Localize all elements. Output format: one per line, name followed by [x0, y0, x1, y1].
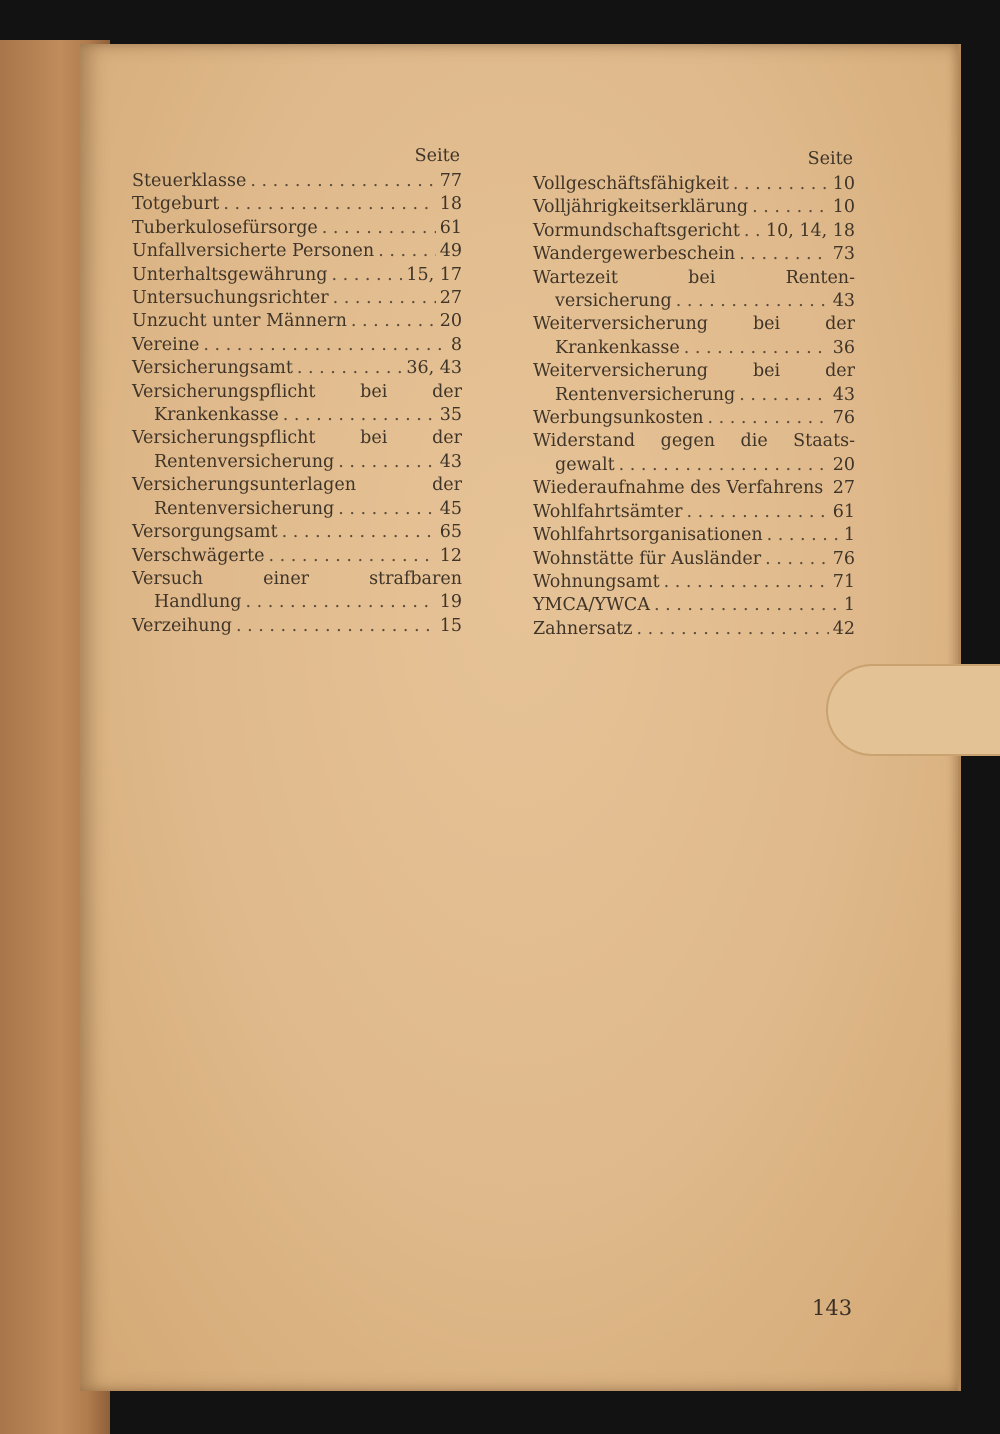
index-entry-continuation: Krankenkasse — [154, 405, 279, 426]
index-entry — [132, 287, 462, 310]
page-tab-cutout — [826, 664, 1000, 756]
index-entry-page: 42 — [832, 618, 855, 639]
index-entry-term: Vereine — [132, 334, 200, 355]
dot-leader — [676, 290, 829, 313]
index-entry-term: Vollgeschäftsfähigkeit — [533, 174, 729, 194]
index-entry-continuation: gewalt — [555, 454, 615, 475]
index-entry — [533, 173, 855, 196]
index-entry-continuation: Rentenversicherung — [154, 498, 335, 519]
index-entry — [533, 313, 855, 360]
index-entry-term: Versicherungsunterlagen der — [132, 475, 462, 496]
dot-leader — [765, 548, 829, 571]
index-entry-term: Versicherungspflicht bei der — [132, 381, 462, 402]
index-entry-term: Wohnstätte für Ausländer — [533, 548, 762, 569]
dot-leader — [338, 451, 436, 474]
index-entry-page: 20 — [832, 454, 855, 475]
index-entry — [533, 267, 855, 314]
index-entry-term: Wohlfahrtsämter — [533, 501, 683, 522]
index-entry — [132, 521, 462, 544]
index-entry — [533, 360, 855, 407]
index-entry — [533, 524, 855, 547]
index-entry — [533, 571, 855, 594]
column-header: Seite — [807, 149, 853, 169]
index-entry-page: 36 — [832, 337, 855, 358]
index-entry-page: 19 — [439, 592, 462, 613]
dot-leader — [322, 217, 436, 240]
dot-leader — [654, 594, 840, 617]
dot-leader — [733, 173, 829, 196]
index-entry-page: 49 — [439, 241, 462, 262]
index-entry — [132, 568, 462, 615]
index-entry-continuation: Rentenversicherung — [555, 384, 736, 405]
index-entry-term: Weiterversicherung bei der — [533, 361, 855, 382]
index-entry-page: 27 — [439, 288, 462, 309]
index-entry — [533, 618, 855, 641]
index-entry-page: 15 — [439, 615, 462, 636]
index-entry — [533, 407, 855, 430]
dot-leader — [351, 310, 436, 333]
dot-leader — [246, 591, 436, 614]
dot-leader — [619, 454, 829, 477]
index-entry-term: Versicherungsamt — [132, 358, 293, 379]
dot-leader — [203, 334, 447, 357]
index-entry — [132, 427, 462, 474]
dot-leader — [708, 407, 829, 430]
index-entry-term: Zahnersatz — [533, 618, 633, 639]
dot-leader — [331, 264, 402, 287]
index-entry-page: 77 — [439, 171, 462, 191]
index-entry-page: 43 — [832, 384, 855, 405]
index-entry-term: Wohlfahrtsorganisationen — [533, 525, 763, 546]
column-header: Seite — [414, 146, 460, 166]
index-entry-page: 35 — [439, 405, 462, 426]
index-entry-term: Versicherungspflicht bei der — [132, 428, 462, 449]
index-entry-term: Tuberkulosefürsorge — [132, 217, 318, 238]
index-entry-term: Unzucht unter Männern — [132, 311, 347, 332]
dot-leader — [739, 384, 829, 407]
index-entry — [132, 217, 462, 240]
index-entry — [132, 357, 462, 380]
index-entry-continuation: versicherung — [555, 291, 672, 312]
index-entry — [533, 594, 855, 617]
index-entry-term: Vormundschaftsgericht — [533, 220, 740, 241]
index-entry — [533, 430, 855, 477]
index-entry-page: 36, 43 — [406, 358, 462, 379]
dot-leader — [827, 477, 828, 500]
index-entry-page: 76 — [832, 408, 855, 429]
index-entry-page: 43 — [439, 451, 462, 472]
index-entry — [132, 240, 462, 263]
page-number: 143 — [812, 1296, 853, 1320]
dot-leader — [282, 521, 436, 544]
index-column-right — [533, 148, 855, 641]
index-entry-term: Wiederaufnahme des Verfahrens — [533, 478, 824, 499]
index-entry-term: Widerstand gegen die Staats- — [533, 431, 855, 452]
index-entry-page: 10, 14, 18 — [765, 220, 855, 241]
index-entry-page: 61 — [832, 501, 855, 522]
index-entry-page: 73 — [832, 244, 855, 265]
index-entry-page: 10 — [832, 174, 855, 194]
index-entry-page: 61 — [439, 217, 462, 238]
index-entry-term: Steuerklasse — [132, 171, 247, 191]
index-entry-term: Wartezeit bei Renten- — [533, 267, 855, 288]
dot-leader — [637, 618, 829, 641]
index-entry — [533, 220, 855, 243]
index-entry-term: Wohnungsamt — [533, 571, 660, 592]
index-entry-page: 18 — [439, 194, 462, 215]
index-entry-term: Totgeburt — [132, 194, 220, 215]
index-entry-term: Verzeihung — [132, 615, 232, 636]
index-entry-page: 8 — [450, 334, 462, 355]
index-entry — [132, 381, 462, 428]
dot-leader — [250, 170, 435, 193]
index-entry — [132, 545, 462, 568]
index-entry — [132, 193, 462, 216]
index-entry-continuation: Krankenkasse — [555, 337, 680, 358]
dot-leader — [664, 571, 829, 594]
index-column-left — [132, 145, 462, 638]
index-entry-page: 76 — [832, 548, 855, 569]
index-entry-page: 65 — [439, 522, 462, 543]
index-entry — [533, 477, 855, 500]
index-entry-term: YMCA/YWCA — [533, 595, 650, 616]
dot-leader — [338, 498, 436, 521]
index-entry-term: Volljährigkeitserklärung — [533, 197, 749, 218]
index-entry-page: 12 — [439, 545, 462, 566]
index-entry — [533, 243, 855, 266]
dot-leader — [744, 220, 762, 243]
index-entry-term: Versuch einer strafbaren — [132, 568, 462, 589]
index-entry-page: 71 — [832, 571, 855, 592]
dot-leader — [752, 196, 829, 219]
index-entry — [132, 615, 462, 638]
index-entry — [132, 170, 462, 193]
dot-leader — [684, 337, 829, 360]
dot-leader — [269, 545, 436, 568]
index-entry-term: Untersuchungsrichter — [132, 288, 329, 309]
index-entry-term: Werbungsunkosten — [533, 408, 704, 429]
index-entry-term: Wandergewerbeschein — [533, 244, 736, 265]
index-entry-term: Verschwägerte — [132, 545, 265, 566]
index-entry — [132, 334, 462, 357]
index-entry-term: Unfallversicherte Personen — [132, 241, 375, 262]
index-entry-list — [132, 170, 462, 638]
index-entry — [533, 501, 855, 524]
index-entry-page: 1 — [843, 525, 855, 546]
index-entry-page: 10 — [832, 197, 855, 218]
index-entry-page: 45 — [439, 498, 462, 519]
index-entry — [132, 310, 462, 333]
index-entry-list — [533, 173, 855, 641]
index-entry — [533, 548, 855, 571]
index-entry-term: Weiterversicherung bei der — [533, 314, 855, 335]
index-entry-page: 15, 17 — [406, 264, 462, 285]
index-entry — [533, 196, 855, 219]
dot-leader — [333, 287, 436, 310]
index-entry-page: 20 — [439, 311, 462, 332]
index-entry-term: Versorgungsamt — [132, 522, 278, 543]
dot-leader — [297, 357, 402, 380]
index-entry-continuation: Handlung — [154, 592, 242, 613]
index-entry — [132, 474, 462, 521]
index-entry-term: Unterhaltsgewährung — [132, 264, 328, 285]
index-entry-continuation: Rentenversicherung — [154, 451, 335, 472]
index-entry-page: 1 — [843, 595, 855, 616]
index-entry-page: 43 — [832, 291, 855, 312]
dot-leader — [687, 501, 829, 524]
dot-leader — [739, 243, 829, 266]
dot-leader — [283, 404, 436, 427]
index-entry-page: 27 — [832, 478, 855, 499]
dot-leader — [236, 615, 436, 638]
dot-leader — [223, 193, 435, 216]
dot-leader — [767, 524, 840, 547]
index-entry — [132, 264, 462, 287]
dot-leader — [378, 240, 436, 263]
